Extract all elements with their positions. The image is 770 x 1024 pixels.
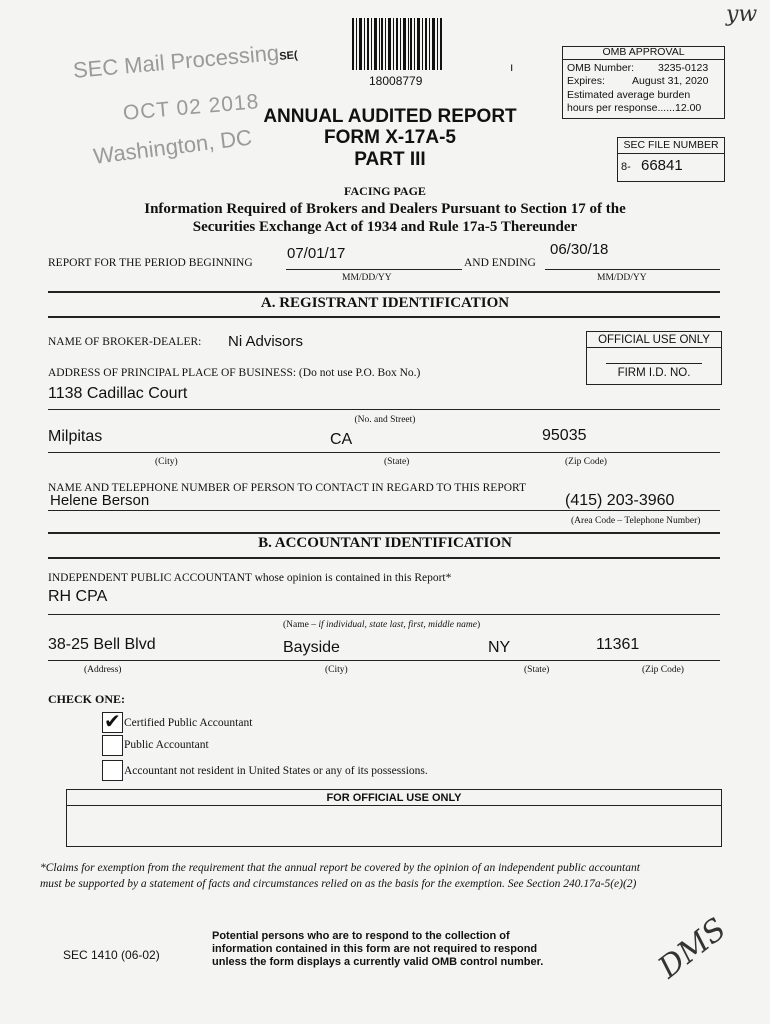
zip-caption: (Zip Code) (565, 457, 607, 467)
city-caption: (City) (155, 457, 178, 467)
section-a-title: A. REGISTRANT IDENTIFICATION (260, 295, 510, 311)
period-end-label: AND ENDING (464, 257, 536, 269)
footnote-line-1: *Claims for exemption from the requirement that the annual report be covered by the opinion of an independent public accountant (40, 862, 640, 874)
contact-name-value: Helene Berson (50, 492, 150, 509)
state-caption: (State) (384, 457, 410, 467)
barcode-number: 18008779 (369, 74, 423, 88)
option-certified-public-accountant-label: Certified Public Accountant (124, 717, 253, 729)
stamp-location: Washington, DC (92, 124, 254, 169)
stamp-line-1: SEC Mail ProcessingSE( (72, 39, 299, 83)
stamp-date: OCT 02 2018 (122, 90, 261, 125)
stamp-suffix: SE( (278, 49, 299, 63)
omb-expires-label: Expires: (567, 75, 605, 87)
barcode (352, 18, 442, 70)
contact-label: NAME AND TELEPHONE NUMBER OF PERSON TO CONTACT IN REGARD TO THIS REPORT (48, 482, 527, 494)
facing-page-label: FACING PAGE (344, 184, 426, 198)
accountant-address-value: 38-25 Bell Blvd (48, 636, 156, 653)
city-value: Milpitas (48, 428, 103, 445)
contact-line (48, 510, 720, 511)
state-value: CA (330, 431, 353, 448)
tick-mark: ı (510, 60, 514, 74)
sec-file-number: 66841 (641, 157, 683, 174)
section-a-rule-top (48, 291, 720, 293)
report-title: ANNUAL AUDITED REPORT (263, 106, 517, 127)
official-use-title: OFFICIAL USE ONLY (598, 334, 710, 346)
omb-notice-line-2: information contained in this form are not required to respond (212, 943, 538, 955)
address-label: ADDRESS OF PRINCIPAL PLACE OF BUSINESS: (Do not use P.O. Box No.) (48, 367, 421, 379)
accountant-line (48, 614, 720, 615)
option-accountant-not-resident-label: Accountant not resident in United States or any of its possessions. (124, 765, 428, 777)
accountant-label: INDEPENDENT PUBLIC ACCOUNTANT whose opinion is contained in this Report* (48, 572, 452, 584)
omb-notice-line-3: unless the form displays a currently valid OMB control number. (212, 956, 544, 968)
facing-info-line-1: Information Required of Brokers and Dealers Pursuant to Section 17 of the (144, 201, 626, 217)
omb-number-label: OMB Number: (567, 62, 635, 74)
accountant-city-caption: (City) (325, 665, 348, 675)
omb-burden-line-1: Estimated average burden (567, 89, 691, 101)
form-identifier: SEC 1410 (06-02) (63, 948, 160, 962)
period-begin-label: REPORT FOR THE PERIOD BEGINNING (48, 257, 253, 269)
street-value: 1138 Cadillac Court (48, 385, 188, 402)
zip-value: 95035 (542, 427, 587, 444)
check-one-label: CHECK ONE: (48, 692, 126, 706)
omb-title-underline (563, 59, 724, 60)
section-b-rule-bottom (48, 557, 720, 559)
period-begin-line (286, 269, 462, 270)
facing-info-line-2: Securities Exchange Act of 1934 and Rule 17a-5 Thereunder (192, 219, 578, 235)
handwritten-initials-bottom: DMS (652, 911, 733, 986)
sec-file-title: SEC FILE NUMBER (623, 139, 719, 151)
checkbox-public-accountant[interactable] (102, 735, 123, 756)
omb-title: OMB APPROVAL (602, 46, 685, 58)
period-begin-format: MM/DD/YY (342, 273, 392, 283)
accountant-address-line (48, 660, 720, 661)
for-official-use-underline (67, 805, 721, 806)
period-end-line (545, 269, 720, 270)
period-end-format: MM/DD/YY (597, 273, 647, 283)
accountant-zip-caption: (Zip Code) (642, 665, 684, 675)
check-mark-icon: ✔ (104, 709, 121, 733)
option-public-accountant-label: Public Accountant (124, 739, 209, 751)
section-a-rule-bottom (48, 316, 720, 318)
period-begin-value: 07/01/17 (287, 245, 346, 262)
firm-id-label: FIRM I.D. NO. (617, 367, 691, 379)
part-title: PART III (354, 149, 426, 170)
checkbox-accountant-not-resident[interactable] (102, 760, 123, 781)
for-official-use-title: FOR OFFICIAL USE ONLY (326, 792, 462, 804)
accountant-zip-value: 11361 (596, 636, 640, 653)
form-title: FORM X-17A-5 (324, 127, 456, 148)
accountant-state-caption: (State) (524, 665, 550, 675)
accountant-address-caption: (Address) (84, 665, 122, 675)
contact-phone-value: (415) 203-3960 (565, 492, 675, 509)
handwritten-initials-top: yw (726, 2, 758, 27)
phone-caption: (Area Code – Telephone Number) (571, 516, 701, 526)
sec-file-prefix: 8- (621, 161, 631, 173)
broker-dealer-name-label: NAME OF BROKER-DEALER: (48, 336, 202, 348)
street-line (48, 409, 720, 410)
broker-dealer-name-value: Ni Advisors (228, 333, 304, 350)
official-use-underline (587, 347, 721, 348)
omb-notice-line-1: Potential persons who are to respond to the collection of (212, 930, 510, 942)
accountant-city-value: Bayside (283, 639, 340, 656)
checkbox-certified-public-accountant[interactable] (102, 709, 123, 733)
section-b-title: B. ACCOUNTANT IDENTIFICATION (258, 535, 512, 551)
firm-id-line (606, 363, 702, 364)
period-end-value: 06/30/18 (550, 241, 609, 258)
omb-number-value: 3235-0123 (658, 62, 709, 74)
omb-burden-line-2: hours per response......12.00 (567, 102, 702, 114)
street-caption: (No. and Street) (354, 415, 416, 425)
footnote-line-2: must be supported by a statement of facts and circumstances relied on as the basis for the exemption. See Section 240.17a-5(e)(2) (40, 878, 637, 890)
accountant-state-value: NY (488, 639, 511, 656)
accountant-value: RH CPA (48, 588, 108, 605)
sec-file-underline (618, 153, 724, 154)
section-b-rule-top (48, 532, 720, 534)
accountant-name-caption: (Name – if individual, state last, first, middle name) (283, 620, 481, 630)
city-line (48, 452, 720, 453)
omb-expires-value: August 31, 2020 (632, 75, 709, 87)
